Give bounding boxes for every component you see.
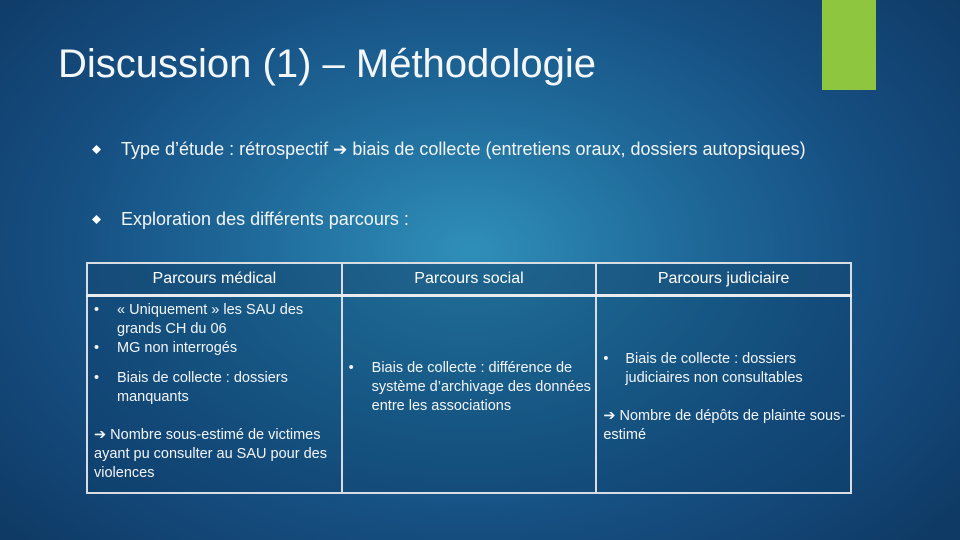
cell-medical <box>87 296 342 494</box>
cell-judicial <box>596 296 851 494</box>
list-item <box>88 339 341 358</box>
judicial-conclusion <box>597 407 850 445</box>
list-item <box>343 359 596 416</box>
diamond-bullet-icon <box>92 145 101 154</box>
list-item-text: MG non interrogés <box>117 340 238 356</box>
bullet-dot-icon: • <box>94 370 100 386</box>
diamond-bullet-icon <box>92 215 101 224</box>
slide-title: Discussion (1) – Méthodologie <box>58 42 597 86</box>
list-item-text: « Uniquement » les SAU des grands CH du 06 <box>117 302 304 337</box>
header-parcours-judiciaire: Parcours judiciaire <box>596 263 851 296</box>
bullet-study-type <box>90 138 810 161</box>
table-header-row <box>87 263 851 296</box>
parcours-table <box>86 262 852 494</box>
right-arrow-icon: ➔ <box>333 140 348 159</box>
bullet-dot-icon: • <box>603 351 609 367</box>
bullet-text-before: Type d’étude : rétrospectif <box>121 139 334 159</box>
bullet-dot-icon: • <box>94 302 100 318</box>
list-item <box>88 301 341 339</box>
bullet-dot-icon: • <box>94 340 100 356</box>
note-text: Nombre sous-estimé de victimes ayant pu consulter au SAU pour des violences <box>94 427 327 481</box>
accent-bar <box>822 0 876 90</box>
bullet-dot-icon: • <box>348 360 354 376</box>
medical-conclusion <box>88 426 341 483</box>
table-row <box>87 296 851 494</box>
right-arrow-icon: ➔ <box>94 427 107 443</box>
cell-social <box>342 296 597 494</box>
list-item <box>597 350 850 388</box>
right-arrow-icon: ➔ <box>603 408 616 424</box>
list-item-text: Biais de collecte : dossiers manquants <box>117 370 288 405</box>
header-parcours-medical: Parcours médical <box>87 263 342 296</box>
list-item <box>88 369 341 407</box>
bullet-text-after: biais de collecte (entretiens oraux, dossiers autopsiques) <box>347 139 806 159</box>
note-text: Nombre de dépôts de plainte sous-estimé <box>603 408 846 443</box>
bullet-exploration <box>90 208 810 231</box>
list-item-text: Biais de collecte : différence de système d’archivage des données entre les associations <box>371 360 591 414</box>
header-parcours-social: Parcours social <box>342 263 597 296</box>
bullet-text: Exploration des différents parcours : <box>121 209 409 229</box>
list-item-text: Biais de collecte : dossiers judiciaires non consultables <box>625 351 803 386</box>
bullet-list <box>90 138 810 231</box>
